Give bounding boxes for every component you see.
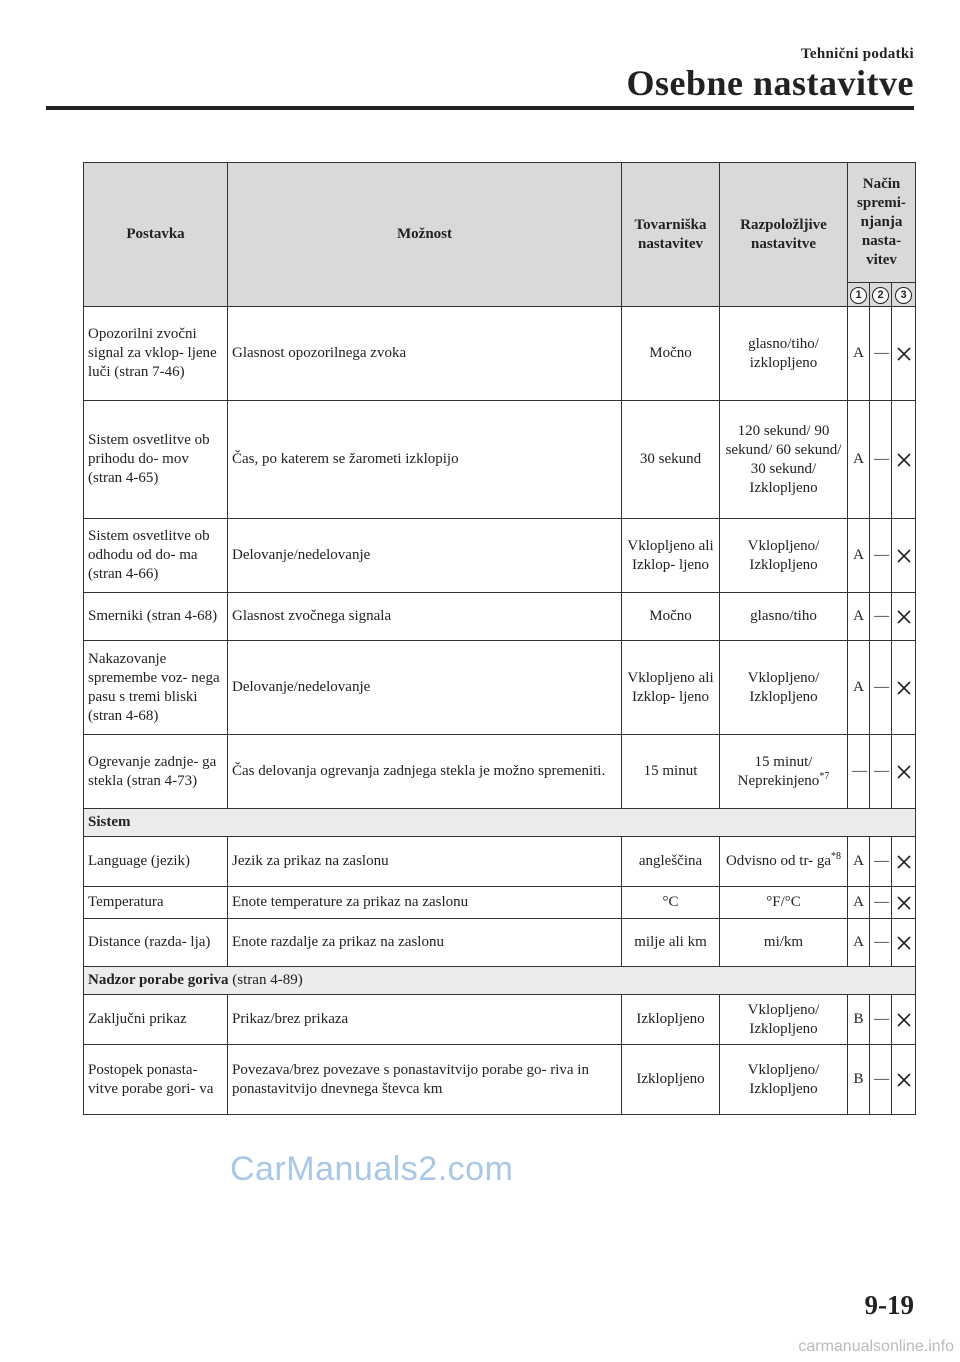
option-cell: Enote razdalje za prikaz na zaslonu xyxy=(228,919,622,967)
mode-3-cell xyxy=(892,593,916,641)
option-cell: Glasnost zvočnega signala xyxy=(228,593,622,641)
cross-icon xyxy=(897,855,911,869)
available-cell xyxy=(720,641,848,735)
setting-cell: Nakazovanje spremembe voz- nega pasu s tremi bliski (stran 4-68) xyxy=(84,641,228,735)
cross-icon xyxy=(897,1013,911,1027)
available-text: °F/°C xyxy=(766,894,801,910)
available-text: mi/km xyxy=(763,934,804,950)
factory-cell: °C xyxy=(622,887,720,919)
mode-2-cell: — xyxy=(870,735,892,809)
table-row xyxy=(84,735,916,809)
mode-2-cell: — xyxy=(870,1045,892,1115)
available-cell xyxy=(720,995,848,1045)
cross-icon xyxy=(897,453,911,467)
factory-cell: Vklopljeno ali Izklop- ljeno xyxy=(622,641,720,735)
factory-cell: Izklopljeno xyxy=(622,1045,720,1115)
footnote-marker: *8 xyxy=(831,851,842,862)
section-title-text: Nadzor porabe goriva xyxy=(88,972,229,988)
col-header-option: Možnost xyxy=(228,163,622,307)
section-row xyxy=(84,967,916,995)
mode-1-cell: A xyxy=(848,593,870,641)
table-row xyxy=(84,1045,916,1115)
cross-icon xyxy=(897,1073,911,1087)
mode-2-cell: — xyxy=(870,887,892,919)
col-header-available: Razpoložljive nastavitve xyxy=(720,163,848,307)
available-cell xyxy=(720,919,848,967)
mode-1-cell: B xyxy=(848,995,870,1045)
mode-1-cell: A xyxy=(848,401,870,519)
available-cell xyxy=(720,401,848,519)
available-text: Vklopljeno/ Izklopljeno xyxy=(747,537,820,573)
available-text: 120 sekund/ 90 sekund/ 60 sekund/ 30 sekund/ Izklopljeno xyxy=(725,422,842,496)
mode-2-cell: — xyxy=(870,919,892,967)
mode-3-cell xyxy=(892,887,916,919)
table-row xyxy=(84,887,916,919)
settings-table-body xyxy=(84,307,916,1115)
settings-table xyxy=(83,162,916,1115)
col-header-factory: Tovarniška nastavitev xyxy=(622,163,720,307)
factory-cell: milje ali km xyxy=(622,919,720,967)
section-note: (stran 4-89) xyxy=(232,972,303,988)
mode-3-cell xyxy=(892,641,916,735)
mode-3-badge: 3 xyxy=(895,287,912,304)
option-cell: Čas, po katerem se žarometi izklopijo xyxy=(228,401,622,519)
available-text: Vklopljeno/ Izklopljeno xyxy=(747,669,820,705)
setting-cell: Distance (razda- lja) xyxy=(84,919,228,967)
option-cell: Delovanje/nedelovanje xyxy=(228,519,622,593)
mode-1-badge: 1 xyxy=(850,287,867,304)
option-cell: Povezava/brez povezave s ponastavitvijo porabe go- riva in ponastavitvijo dnevnega števca km xyxy=(228,1045,622,1115)
table-row xyxy=(84,307,916,401)
available-cell xyxy=(720,837,848,887)
page-title: Osebne nastavitve xyxy=(626,63,914,103)
table-row xyxy=(84,919,916,967)
factory-cell: 15 minut xyxy=(622,735,720,809)
col-header-mode: Način spremi- njanja nasta- vitev xyxy=(848,163,916,283)
factory-cell: Močno xyxy=(622,307,720,401)
watermark: CarManuals2.com xyxy=(230,1150,514,1188)
available-cell xyxy=(720,519,848,593)
mode-1-cell: A xyxy=(848,837,870,887)
setting-cell: Language (jezik) xyxy=(84,837,228,887)
mode-1-cell: A xyxy=(848,519,870,593)
mode-2-cell: — xyxy=(870,641,892,735)
mode-3-cell xyxy=(892,919,916,967)
footnote-marker: *7 xyxy=(819,770,830,782)
mode-2-cell: — xyxy=(870,401,892,519)
available-text: 15 minut/ Neprekinjeno xyxy=(737,753,820,789)
factory-cell: Izklopljeno xyxy=(622,995,720,1045)
mode-2-badge: 2 xyxy=(872,287,889,304)
header-rule xyxy=(46,106,914,110)
mode-2-cell: — xyxy=(870,837,892,887)
section-title xyxy=(84,967,916,995)
setting-cell: Ogrevanje zadnje- ga stekla (stran 4-73) xyxy=(84,735,228,809)
mode-1-cell: A xyxy=(848,887,870,919)
mode-3-cell xyxy=(892,735,916,809)
option-cell: Glasnost opozorilnega zvoka xyxy=(228,307,622,401)
option-cell: Jezik za prikaz na zaslonu xyxy=(228,837,622,887)
mode-3-cell xyxy=(892,995,916,1045)
mode-2-cell: — xyxy=(870,307,892,401)
cross-icon xyxy=(897,936,911,950)
footer-site-text: carmanualsonline.info xyxy=(798,1338,954,1355)
available-cell xyxy=(720,1045,848,1115)
mode-1-cell: — xyxy=(848,735,870,809)
available-text: Vklopljeno/ Izklopljeno xyxy=(747,1001,820,1037)
available-cell xyxy=(720,887,848,919)
mode-3-cell xyxy=(892,1045,916,1115)
cross-icon xyxy=(897,610,911,624)
table-row xyxy=(84,995,916,1045)
setting-cell: Zaključni prikaz xyxy=(84,995,228,1045)
cross-icon xyxy=(897,896,911,910)
cross-icon xyxy=(897,347,911,361)
setting-cell: Sistem osvetlitve ob prihodu do- mov (stran 4-65) xyxy=(84,401,228,519)
mode-3-cell xyxy=(892,307,916,401)
available-cell xyxy=(720,307,848,401)
section-title-text: Sistem xyxy=(88,814,131,830)
table-row xyxy=(84,519,916,593)
table-row xyxy=(84,641,916,735)
table-row xyxy=(84,593,916,641)
available-cell xyxy=(720,735,848,809)
mode-2-cell: — xyxy=(870,995,892,1045)
setting-cell: Opozorilni zvočni signal za vklop- ljene luči (stran 7-46) xyxy=(84,307,228,401)
mode-3-cell xyxy=(892,401,916,519)
table-row xyxy=(84,401,916,519)
available-text: glasno/tiho/ izklopljeno xyxy=(748,335,819,371)
mode-1-cell: A xyxy=(848,307,870,401)
setting-cell: Postopek ponasta- vitve porabe gori- va xyxy=(84,1045,228,1115)
cross-icon xyxy=(897,549,911,563)
option-cell: Prikaz/brez prikaza xyxy=(228,995,622,1045)
available-text: glasno/tiho xyxy=(750,608,817,624)
page-number: 9-19 xyxy=(864,1290,914,1320)
setting-cell: Temperatura xyxy=(84,887,228,919)
option-cell: Enote temperature za prikaz na zaslonu xyxy=(228,887,622,919)
table-row xyxy=(84,837,916,887)
mode-1-cell: A xyxy=(848,641,870,735)
section-title xyxy=(84,809,916,837)
mode-3-cell xyxy=(892,519,916,593)
mode-1-cell: A xyxy=(848,919,870,967)
cross-icon xyxy=(897,681,911,695)
mode-2-cell: — xyxy=(870,519,892,593)
setting-cell: Sistem osvetlitve ob odhodu od do- ma (stran 4-66) xyxy=(84,519,228,593)
available-text: Odvisno od tr- ga xyxy=(725,853,832,869)
mode-3-cell xyxy=(892,837,916,887)
section-row xyxy=(84,809,916,837)
factory-cell: 30 sekund xyxy=(622,401,720,519)
factory-cell: Vklopljeno ali Izklop- ljeno xyxy=(622,519,720,593)
mode-1-cell: B xyxy=(848,1045,870,1115)
factory-cell: angleščina xyxy=(622,837,720,887)
cross-icon xyxy=(897,765,911,779)
option-cell: Delovanje/nedelovanje xyxy=(228,641,622,735)
setting-cell: Smerniki (stran 4-68) xyxy=(84,593,228,641)
available-cell xyxy=(720,593,848,641)
factory-cell: Močno xyxy=(622,593,720,641)
col-header-setting: Postavka xyxy=(84,163,228,307)
available-text: Vklopljeno/ Izklopljeno xyxy=(747,1061,820,1097)
mode-2-cell: — xyxy=(870,593,892,641)
option-cell: Čas delovanja ogrevanja zadnjega stekla je možno spremeniti. xyxy=(228,735,622,809)
section-subtitle: Tehnični podatki xyxy=(800,46,914,62)
